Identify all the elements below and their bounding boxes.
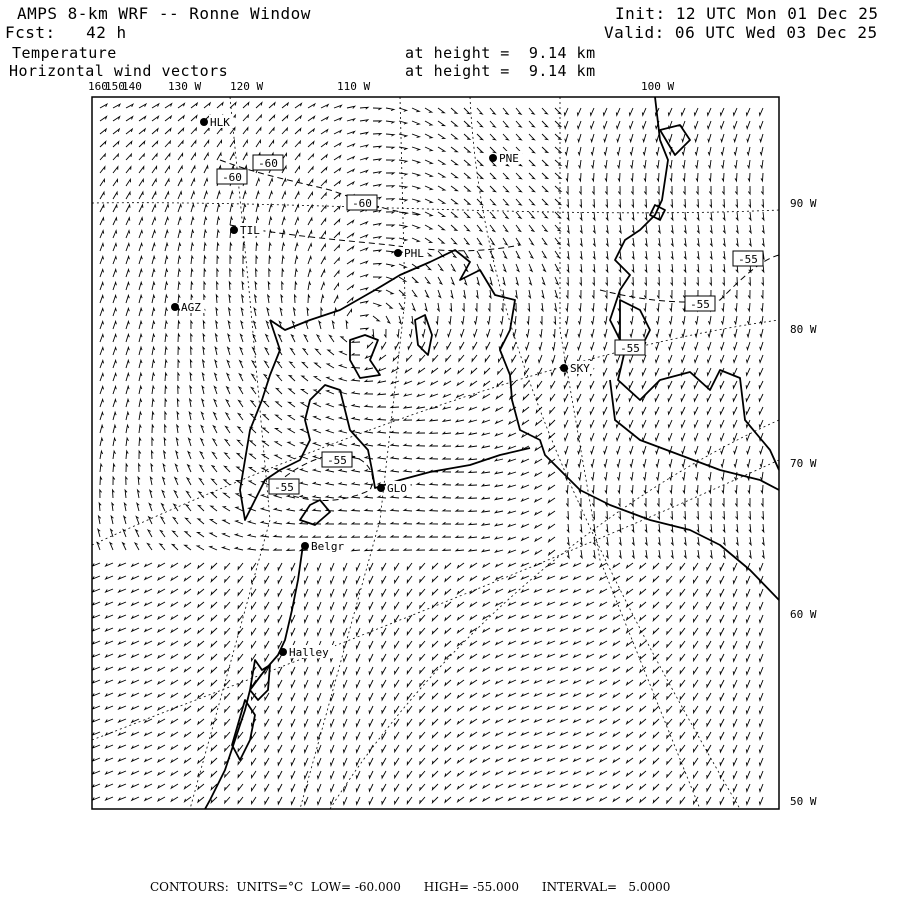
init-time: Init: 12 UTC Mon 01 Dec 25: [615, 4, 879, 23]
latitude-label: 70 W: [790, 457, 817, 470]
svg-text:-55: -55: [690, 298, 710, 311]
contour-label: [615, 340, 645, 355]
contour-legend: CONTOURS: UNITS=°C LOW= -60.000 HIGH= -55.000 INTERVAL= 5.0000: [150, 880, 671, 894]
contour-label: [685, 296, 715, 311]
svg-text:-55: -55: [738, 253, 758, 266]
contour-label: [269, 479, 299, 494]
svg-text:-55: -55: [620, 342, 640, 355]
contour-label: [347, 195, 377, 210]
station-label: HLK: [210, 116, 230, 129]
contour-label: [253, 155, 283, 170]
station-label: SKY: [570, 362, 590, 375]
wind-height: at height = 9.14 km: [405, 62, 596, 80]
svg-text:-55: -55: [274, 481, 294, 494]
station-marker: [301, 542, 309, 550]
svg-text:-60: -60: [258, 157, 278, 170]
station-marker: [279, 648, 287, 656]
station-marker: [560, 364, 568, 372]
station-label: Halley: [289, 646, 329, 659]
latitude-label: 60 W: [790, 608, 817, 621]
longitude-label: 160: [88, 80, 108, 93]
svg-text:-60: -60: [222, 171, 242, 184]
station-label: PNE: [499, 152, 519, 165]
station-label: TIL: [240, 224, 260, 237]
forecast-hour: Fcst: 42 h: [5, 23, 127, 42]
longitude-label: 110 W: [337, 80, 371, 93]
station-marker: [489, 154, 497, 162]
station-marker: [394, 249, 402, 257]
svg-text:-60: -60: [352, 197, 372, 210]
contour-label: [733, 251, 763, 266]
contour-label: [217, 169, 247, 184]
station-label: AGZ: [181, 301, 201, 314]
field-temperature-label: Temperature: [12, 44, 117, 62]
longitude-label: 130 W: [168, 80, 202, 93]
latitude-label: 90 W: [790, 197, 817, 210]
station-marker: [200, 118, 208, 126]
longitude-label: 150: [105, 80, 125, 93]
valid-time: Valid: 06 UTC Wed 03 Dec 25: [604, 23, 878, 42]
latitude-label: 80 W: [790, 323, 817, 336]
longitude-label: 120 W: [230, 80, 264, 93]
station-label: PHL: [404, 247, 424, 260]
longitude-label: 140: [122, 80, 142, 93]
latitude-label: 50 W: [790, 795, 817, 808]
station-label: GLO: [387, 482, 407, 495]
svg-text:-55: -55: [327, 454, 347, 467]
station-marker: [230, 226, 238, 234]
field-wind-label: Horizontal wind vectors: [9, 62, 229, 80]
longitude-label: 100 W: [641, 80, 675, 93]
station-marker: [377, 484, 385, 492]
station-label: Belgr: [311, 540, 345, 553]
contour-label: [322, 452, 352, 467]
map-title: AMPS 8-km WRF -- Ronne Window: [17, 4, 311, 23]
temperature-height: at height = 9.14 km: [405, 44, 596, 62]
station-marker: [171, 303, 179, 311]
